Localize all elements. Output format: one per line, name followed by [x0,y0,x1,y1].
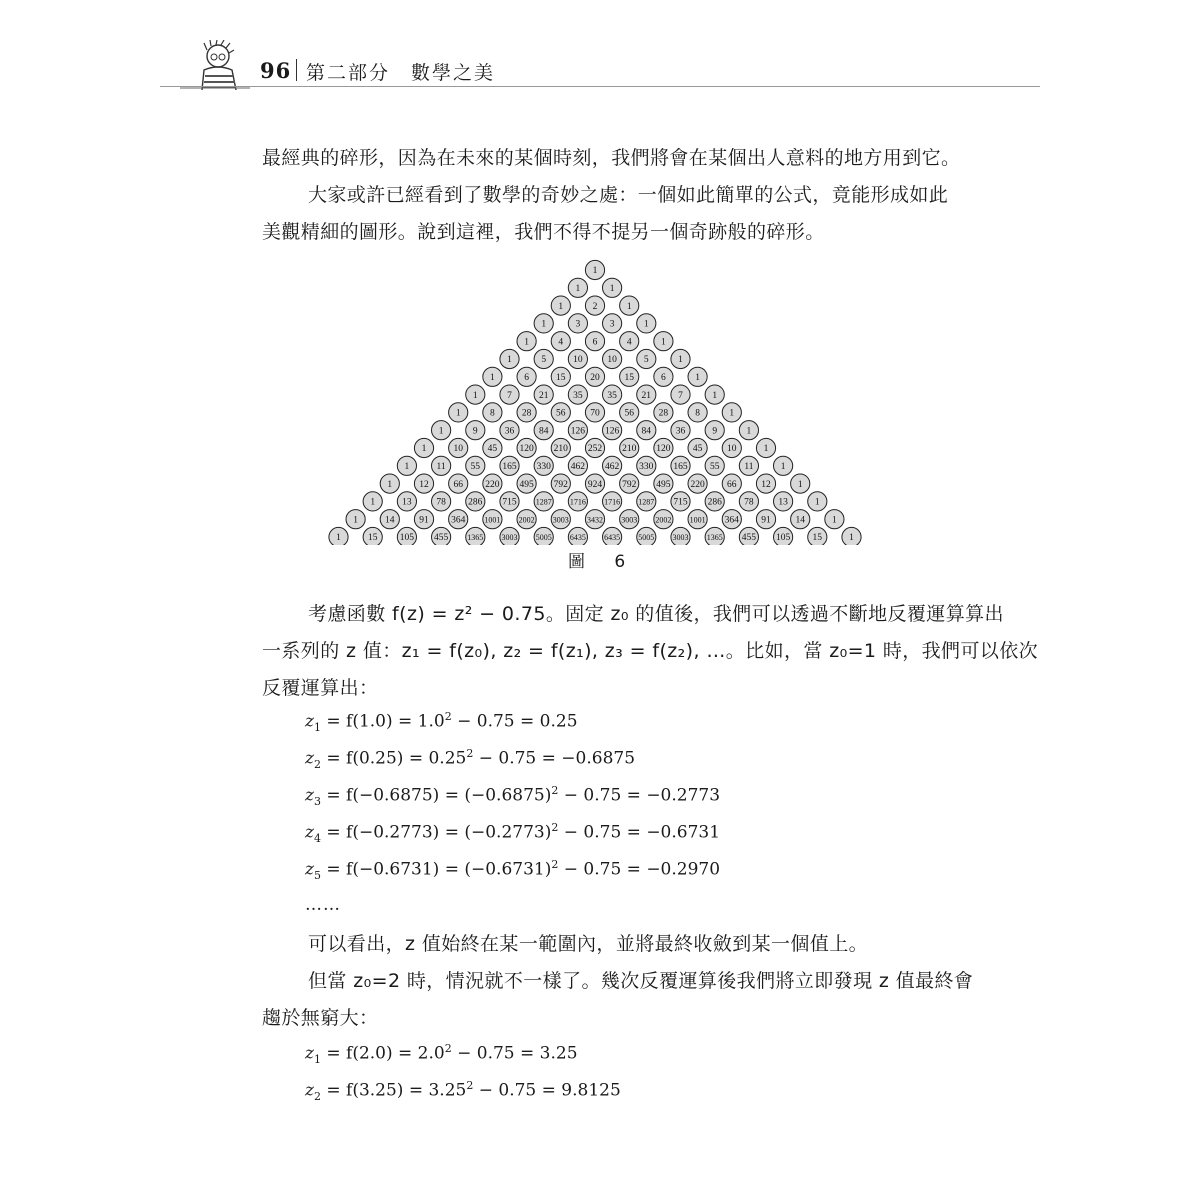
pascal-value: 3 [609,319,615,330]
pascal-value: 1 [626,301,632,312]
pascal-value: 286 [707,497,722,508]
pascal-value: 20 [590,373,600,383]
pascal-value: 462 [570,462,586,472]
pascal-value: 1716 [604,497,621,507]
pascal-value: 364 [724,515,739,526]
pascal-value: 1 [438,426,444,437]
section-title: 第二部分 數學之美 [306,62,496,84]
pascal-value: 6 [592,337,598,348]
pascal-value: 45 [487,444,498,455]
pascal-value: 924 [587,479,603,490]
pascal-value: 2002 [518,515,535,525]
pascal-value: 5005 [638,533,655,543]
pascal-value: 1 [780,462,786,472]
pascal-value: 55 [709,462,720,472]
pascal-value: 462 [604,462,620,472]
pascal-value: 120 [519,444,534,455]
pascal-value: 28 [521,408,532,419]
equation-b-2: $z_2 = f(3.25) = 3.25^2 - 0.75 = 9.8125$ [305,1079,621,1104]
page-header [160,40,1040,92]
pascal-value: 715 [502,497,517,508]
pascal-value: 8 [490,408,495,419]
pascal-value: 14 [795,515,805,526]
pascal-value: 12 [419,479,429,490]
pascal-value: 1287 [638,497,655,507]
paragraph-2-line-2: 美觀精細的圖形。說到這裡，我們不得不提另一個奇跡般的碎形。 [262,221,825,243]
pascal-value: 66 [453,479,463,490]
pascal-value: 286 [468,497,483,508]
pascal-value: 1 [797,479,803,490]
pascal-value: 70 [590,408,600,419]
paragraph-3-line-3: 反覆運算出： [262,677,379,699]
header-rule [160,86,1040,87]
pascal-value: 55 [470,462,481,472]
pascal-value: 1 [678,355,683,366]
pascal-value: 14 [385,515,395,526]
pascal-value: 56 [556,408,566,419]
paragraph-1: 最經典的碎形，因為在未來的某個時刻，我們將會在某個出人意料的地方用到它。 [262,147,961,169]
pascal-value: 6435 [604,533,621,543]
pascal-value: 3 [575,319,581,330]
pascal-value: 4 [558,337,564,348]
pascal-value: 10 [727,444,737,455]
pascal-value: 2 [592,301,598,312]
pascal-value: 3003 [501,533,518,543]
pascal-value: 1 [370,497,376,508]
pascal-value: 36 [675,426,686,437]
pascal-value: 6 [661,373,666,383]
pascal-value: 13 [402,497,412,508]
pascal-value: 1001 [484,515,501,525]
pascal-value: 12 [761,479,771,490]
page-number: 96 [260,58,292,83]
pascal-value: 10 [573,355,583,366]
equation-a-4: $z_4 = f(-0.2773) = (-0.2773)^2 - 0.75 = -0.6731$ [305,821,721,846]
paragraph-3-line-2: 一系列的 z 值：z₁ = f(z₀), z₂ = f(z₁), z₃ = f(z₂), …。比如，當 z₀=1 時，我們可以依次 [262,640,1039,662]
pascal-value: 210 [553,444,568,455]
pascal-value: 1 [849,533,854,544]
pascal-value: 455 [741,533,757,544]
pascal-value: 15 [624,373,634,383]
pascal-value: 1 [814,497,820,508]
pascal-value: 28 [658,408,669,419]
pascal-value: 1 [763,444,769,455]
pascal-value: 45 [692,444,703,455]
pascal-value: 120 [656,444,671,455]
pascal-value: 11 [744,462,754,472]
pascal-value: 84 [538,426,549,437]
pascal-value: 6435 [569,533,586,543]
pascal-value: 364 [451,515,466,526]
equation-a-1: $z_1 = f(1.0) = 1.0^2 - 0.75 = 0.25$ [305,710,578,735]
pascal-value: 715 [673,497,688,508]
pascal-value: 7 [678,390,683,401]
pascal-value: 15 [556,373,566,383]
pascal-value: 792 [553,479,568,490]
pascal-value: 220 [485,479,500,490]
pascal-value: 1716 [569,497,586,507]
paragraph-3-line-1: 考慮函數 f(z) = z² − 0.75。固定 z₀ 的值後，我們可以透過不斷地反覆運算算出 [308,603,1004,625]
pascal-value: 495 [519,479,534,490]
pascal-value: 210 [622,444,637,455]
pascal-value: 3003 [552,515,569,525]
pascal-value: 10 [453,444,463,455]
pascal-value: 84 [641,426,652,437]
pascal-value: 91 [761,515,771,526]
pascal-value: 1 [387,479,393,490]
pascal-value: 4 [626,337,632,348]
pascal-value: 1 [643,319,649,330]
pascal-value: 220 [690,479,705,490]
pascal-value: 10 [607,355,617,366]
pascal-value: 1 [455,408,461,419]
pascal-value: 1 [712,390,718,401]
pascal-value: 21 [538,390,549,401]
pascal-value: 252 [587,444,603,455]
pascal-value: 1 [746,426,752,437]
pascal-value: 1001 [689,515,706,525]
pascal-value: 1 [336,533,341,544]
pascal-value: 36 [504,426,515,437]
pascal-value: 5 [643,355,649,366]
pascal-value: 1 [609,284,615,294]
pascal-triangle-figure [320,255,880,545]
pascal-value: 105 [399,533,415,544]
pascal-value: 126 [570,426,586,437]
pascal-value: 1 [421,444,427,455]
pascal-value: 1 [507,355,512,366]
pascal-value: 11 [436,462,446,472]
pascal-value: 56 [624,408,634,419]
pascal-value: 1365 [706,533,723,543]
pascal-value: 1 [575,284,581,294]
equation-a-2: $z_2 = f(0.25) = 0.25^2 - 0.75 = -0.6875$ [305,747,636,772]
pascal-value: 1 [729,408,735,419]
pascal-value: 6 [524,373,529,383]
pascal-value: 66 [727,479,737,490]
pascal-value: 3003 [672,533,689,543]
pascal-value: 2002 [655,515,672,525]
figure-caption: 圖 6 [568,552,638,572]
paragraph-5-line-1: 但當 z₀=2 時，情況就不一樣了。幾次反覆運算後我們將立即發現 z 值最終會 [308,970,974,992]
pascal-value: 455 [433,533,449,544]
pascal-value: 495 [656,479,671,490]
cartoon-mascot-icon [180,40,250,90]
pascal-value: 1 [558,301,564,312]
pascal-value: 1 [404,462,410,472]
pascal-value: 1 [592,266,598,277]
pascal-value: 1 [541,319,547,330]
pascal-value: 1 [472,390,478,401]
pascal-value: 1287 [535,497,552,507]
pascal-value: 9 [712,426,718,437]
pascal-value: 78 [744,497,754,508]
pascal-value: 165 [502,462,517,472]
pascal-value: 15 [812,533,823,544]
paragraph-4: 可以看出，z 值始終在某一範圍內，並將最終收斂到某一個值上。 [308,933,869,955]
pascal-value: 91 [419,515,429,526]
paragraph-2-line-1: 大家或許已經看到了數學的奇妙之處：一個如此簡單的公式，竟能形成如此 [308,184,949,206]
pascal-value: 330 [536,462,551,472]
pascal-value: 78 [436,497,446,508]
paragraph-5-line-2: 趨於無窮大： [262,1007,379,1029]
pascal-value: 1 [490,373,495,383]
pascal-value: 35 [607,390,617,401]
pascal-value: 1 [832,515,837,526]
pascal-value: 1 [695,373,700,383]
pascal-value: 1 [353,515,358,526]
pascal-value: 1365 [467,533,484,543]
pascal-value: 9 [472,426,478,437]
pascal-value: 3432 [587,515,603,525]
pascal-value: 792 [622,479,637,490]
pascal-value: 5005 [535,533,552,543]
pascal-value: 15 [367,533,378,544]
pascal-value: 1 [524,337,529,348]
header-divider [296,59,297,81]
pascal-value: 21 [641,390,652,401]
pascal-value: 105 [775,533,791,544]
pascal-value: 330 [639,462,654,472]
pascal-value: 165 [673,462,688,472]
equation-b-1: $z_1 = f(2.0) = 2.0^2 - 0.75 = 3.25$ [305,1042,578,1067]
ellipsis: …… [305,895,341,915]
pascal-triangle [320,255,880,545]
pascal-value: 1 [661,337,666,348]
pascal-value: 5 [541,355,547,366]
pascal-value: 13 [778,497,788,508]
pascal-value: 126 [604,426,620,437]
equation-a-3: $z_3 = f(-0.6875) = (-0.6875)^2 - 0.75 = -0.2773$ [305,784,721,809]
pascal-value: 7 [507,390,512,401]
pascal-value: 8 [695,408,700,419]
pascal-value: 3003 [621,515,638,525]
pascal-value: 35 [573,390,583,401]
equation-a-5: $z_5 = f(-0.6731) = (-0.6731)^2 - 0.75 = -0.2970$ [305,858,721,883]
